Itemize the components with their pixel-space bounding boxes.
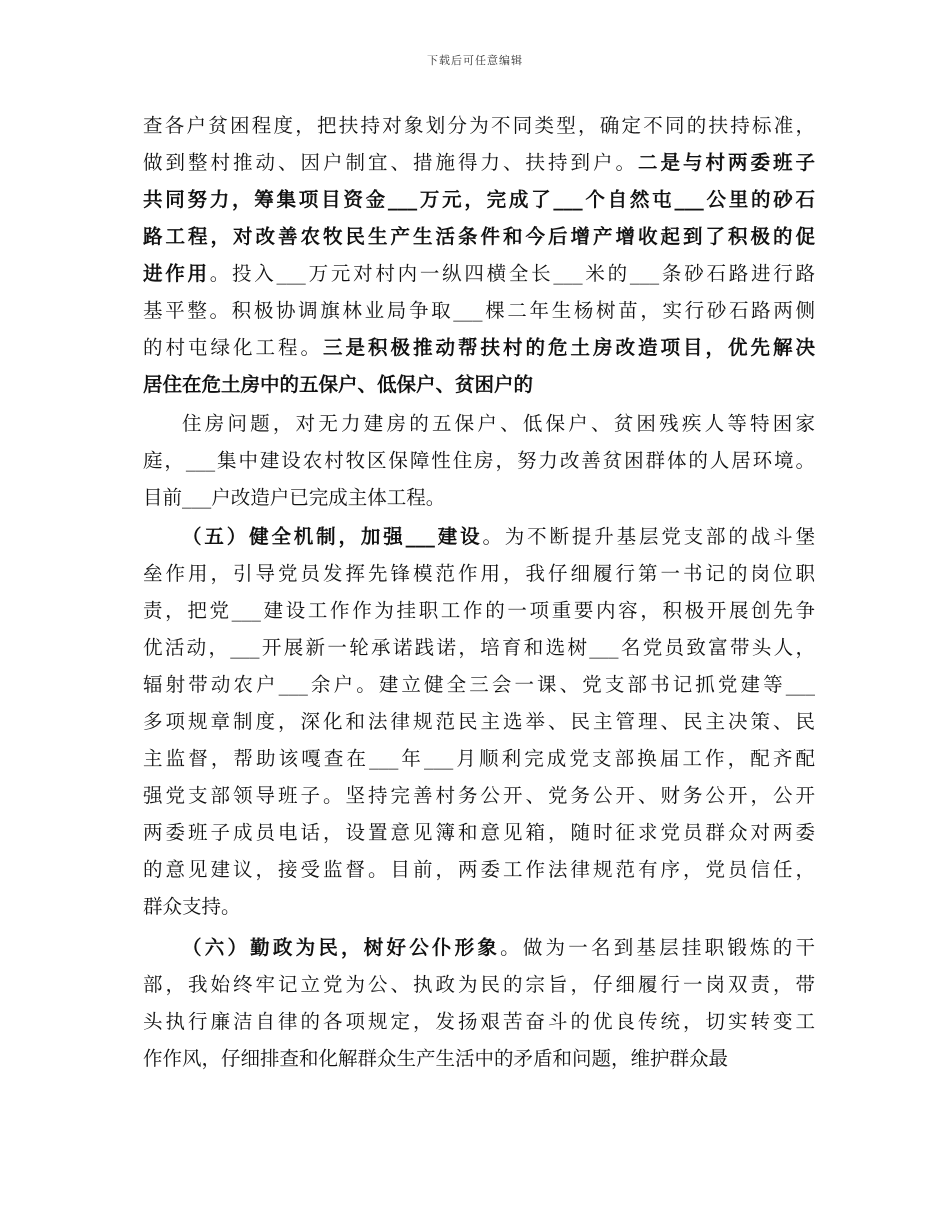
text-line [143, 329, 815, 366]
text-span: 的意见建议，接受监督。目前，两委工作法律规范有序，党员信任， [143, 858, 815, 881]
document-body [143, 107, 815, 1077]
text-span: 强党支部领导班子。坚持完善村务公开、党务公开、财务公开，公开 [143, 784, 815, 807]
text-span: 作作风，仔细排查和化解群众生产生活中的矛盾和问题，维护群众最 [143, 1047, 729, 1070]
text-span: 目前___户改造户已完成主体工程。 [143, 486, 446, 509]
text-line [143, 629, 815, 666]
bold-text: 路工程，对改善农牧民生产生活条件和今后增产增收起到了积极的促 [143, 225, 815, 248]
text-span: 部，我始终牢记立党为公、执政为民的宗旨，仔细履行一岗双责，带 [143, 973, 815, 996]
text-span: 的村屯绿化工程。 [143, 336, 323, 359]
text-line [143, 292, 815, 329]
text-line [143, 555, 815, 592]
text-span: 主监督，帮助该嘎查在___年___月顺利完成党支部换届工作，配齐配 [143, 747, 815, 770]
text-span: 群众支持。 [143, 895, 241, 918]
text-line [143, 144, 815, 181]
text-line [143, 107, 815, 144]
text-line [143, 703, 815, 740]
text-span: 优活动，___开展新一轮承诺践诺，培育和选树___名党员致富带头人， [143, 636, 815, 659]
text-line [143, 814, 815, 851]
text-line [143, 666, 815, 703]
text-span: 住房问题，对无力建房的五保户、低保户、贫困残疾人等特困家 [182, 412, 815, 435]
bold-text: 二是与村两委班子 [637, 151, 815, 174]
text-span: 。做为一名到基层挂职锻炼的干 [500, 936, 815, 959]
text-span: 庭，___集中建设农村牧区保障性住房，努力改善贫困群体的人居环境。 [143, 449, 815, 472]
bold-text: 共同努力，筹集项目资金___万元，完成了___个自然屯___公里的砂石 [143, 188, 815, 211]
text-line [143, 479, 815, 516]
text-line [143, 181, 815, 218]
text-line [143, 255, 815, 292]
text-span: 基平整。积极协调旗林业局争取___棵二年生杨树苗，实行砂石路两侧 [143, 299, 815, 322]
text-line [143, 888, 815, 925]
text-line [143, 518, 815, 555]
text-line [143, 592, 815, 629]
bold-text: 三是积极推动帮扶村的危土房改造项目，优先解决 [323, 336, 815, 359]
text-span: 查各户贫困程度，把扶持对象划分为不同类型，确定不同的扶持标准， [143, 114, 815, 137]
text-span: 头执行廉洁自律的各项规定，发扬艰苦奋斗的优良传统，切实转变工 [143, 1010, 815, 1033]
page-header: 下载后可任意编辑 [427, 54, 523, 67]
text-line [143, 405, 815, 442]
paragraph [143, 405, 815, 516]
bold-text: （六）勤政为民，树好公仆形象 [182, 936, 501, 959]
paragraph [143, 929, 815, 1077]
text-span: 责，把党___建设工作作为挂职工作的一项重要内容，积极开展创先争 [143, 599, 815, 622]
text-span: 两委班子成员电话，设置意见簿和意见箱，随时征求党员群众对两委 [143, 821, 815, 844]
text-span: 多项规章制度，深化和法律规范民主选举、民主管理、民主决策、民 [143, 710, 815, 733]
text-line [143, 442, 815, 479]
text-span: 辐射带动农户___余户。建立健全三会一课、党支部书记抓党建等___ [143, 673, 815, 696]
text-line [143, 851, 815, 888]
text-span: 做到整村推动、因户制宜、措施得力、扶持到户。 [143, 151, 638, 174]
text-line [143, 218, 815, 255]
bold-text: 进作用 [143, 262, 210, 285]
bold-text: 居住在危土房中的五保户、低保户、贫困户的 [143, 373, 534, 396]
text-line [143, 966, 815, 1003]
text-line [143, 1003, 815, 1040]
text-span: 垒作用，引导党员发挥先锋模范作用，我仔细履行第一书记的岗位职 [143, 562, 815, 585]
paragraph [143, 107, 815, 403]
text-line [143, 366, 815, 403]
text-line [143, 1040, 815, 1077]
text-line [143, 740, 815, 777]
bold-text: （五）健全机制，加强___建设 [182, 525, 483, 548]
text-span: 。为不断提升基层党支部的战斗堡 [482, 525, 815, 548]
text-span: 。投入___万元对村内一纵四横全长___米的___条砂石路进行路 [209, 262, 815, 285]
text-line [143, 929, 815, 966]
text-line [143, 777, 815, 814]
paragraph [143, 518, 815, 925]
